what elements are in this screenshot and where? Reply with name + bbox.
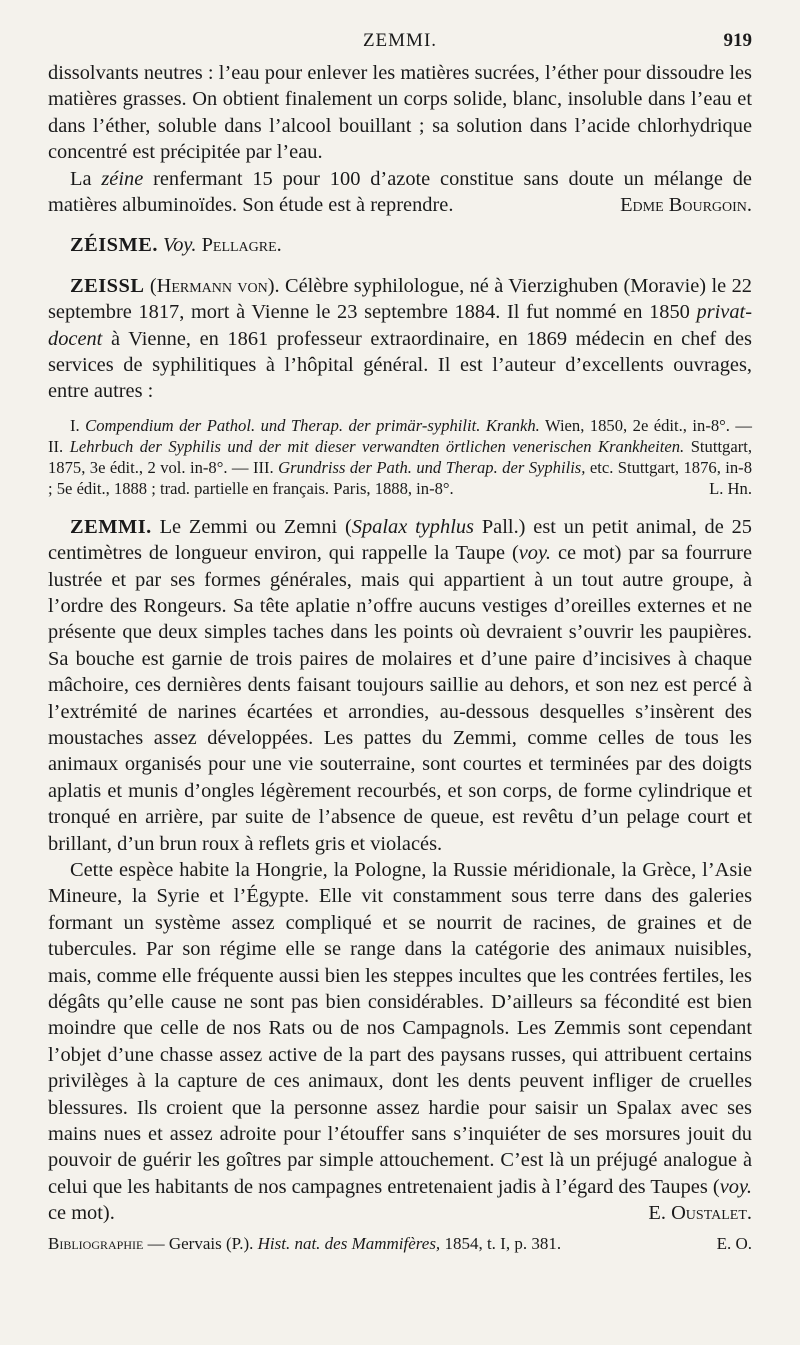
paragraph: Cette espèce habite la Hongrie, la Pologne, la Russie méridionale, la Grèce, l’Asie Mineure, la Syrie et l’Égypte. Elle vit constamment sous terre dans des galeries formant un système assez compliqué et se nourrit de racines, de graines et de tubercules. Par son régime elle se range dans la catégorie des animaux nuisibles, mais, comme elle fréquente aussi bien les steppes incultes que les contrées fertiles, les dégâts qu’elle cause ne sont pas bien considérables. D’ailleurs sa fécondité est bien moindre que celle de nos Rats ou de nos Campagnols. Les Zemmis sont cependant l’objet d’une chasse assez active de la part des paysans russes, qui attribuent certains privilèges à la capture de ces animaux, dont les dents peuvent infliger de cruelles blessures. Ils croient que la personne assez hardie pour saisir un Spalax avec ses mains nues et assez adroite pour l’étouffer sans s’inquiéter de ses morsures jouit du pouvoir de guérir les goîtres par simple attouchement. C’est là un préjugé analogue à celui que les habitants de nos campagnes entretenaient jadis à l’égard des Taupes (voy. ce mot). E. Oustalet. — [48, 857, 752, 1227]
author-signature: L. Hn. — [709, 479, 752, 499]
bibliography — [48, 415, 752, 500]
species-name: Spalax typhlus — [351, 515, 474, 538]
term: zéine — [101, 167, 144, 190]
headword: ZÉISME. — [70, 234, 158, 257]
bibliography — [48, 1233, 752, 1255]
entry-zeisme — [48, 232, 752, 258]
entry-zemmi — [48, 514, 752, 1255]
paragraph: ZEISSL (Hermann von). Célèbre syphilologue, né à Vierzighuben (Moravie) le 22 septembre 1817, mort à Vienne le 23 septembre 1884. Il fut nommé en 1850 privat-docent à Vienne, en 1861 professeur extraordinaire, en 1869 médecin en chef des services de syphilitiques à l’hôpital général. Il est l’auteur d’excellents ouvrages, entre autres : — [48, 274, 752, 403]
headword: ZEISSL — [70, 274, 145, 297]
paragraph: La zéine renfermant 15 pour 100 d’azote constitue sans doute un mélange de matières albuminoïdes. Son étude est à reprendre. Edme Bourgoin. — [48, 166, 752, 219]
author-initials: E. O. — [716, 1233, 752, 1253]
paragraph: ZEMMI. Le Zemmi ou Zemni (Spalax typhlus Pall.) est un petit animal, de 25 centimètres de longueur environ, qui rappelle la Taupe (voy. ce mot) par sa fourrure lustrée et par ses formes générales, mais qui appartient à un tout autre groupe, à l’ordre des Rongeurs. Sa tête aplatie n’offre aucuns vestiges d’oreilles externes et ne présente que deux simples taches dans les points où devraient s’ouvrir les paupières. Sa bouche est garnie de trois paires de molaires et d’une paire d’incisives à chaque mâchoire, ces dernières dents faisant toujours saillie au dehors, et son nez est percé à l’extrémité de narines écartées et arrondies, au-dessous desquelles s’insèrent des moustaches assez développées. Les pattes du Zemmi, comme celles de tous les animaux organisés pour une vie souterraine, sont courtes et terminées par des doigts aplatis et munis d’ongles légèrement recourbés, et son corps, de forme cylindrique et tronqué en arrière, par suite de l’absence de queue, est revêtu d’un pelage court et brillant, d’un brun roux à reflets gris et violacés. — [48, 515, 753, 855]
headword: ZEMMI. — [70, 515, 152, 538]
cross-reference: Pellagre. — [201, 234, 282, 257]
paragraph — [48, 232, 752, 258]
running-head-title: ZEMMI. — [362, 30, 438, 51]
bibliography-text: I. Compendium der Pathol. und Therap. der primär-syphilit. Krankh. Wien, 1850, 2e édit., in-8°. — II. Lehrbuch der Syphilis und der mit dieser verwandten örtlichen venerischen Krankheiten. Stuttgart, 1875, 3e édit., 2 vol. in-8°. — III. Grundriss der Path. und Therap. der Syphilis, etc. Stuttgart, 1876, in-8 ; 5e édit., 1888 ; trad. partielle en français. Paris, 1888, in-8°. L. Hn. — [48, 415, 753, 499]
page-number: 919 — [723, 30, 752, 51]
term: privat-docent — [48, 301, 752, 350]
running-head — [48, 30, 752, 60]
author-signature: E. Oustalet. — [648, 1202, 752, 1225]
person-name: (Hermann von). — [149, 274, 280, 297]
bibliography-text: Bibliographie — Gervais (P.). Hist. nat. des Mammifères, 1854, t. I, p. 381. E. O. — [48, 1233, 752, 1253]
paragraph: dissolvants neutres : l’eau pour enlever les matières sucrées, l’éther pour dissoudre les matières grasses. On obtient finalement un corps solide, blanc, insoluble dans l’eau et dans l’éther, soluble dans l’alcool bouillant ; sa solution dans l’acide chlorhydrique concentré est précipitée par l’eau. — [48, 62, 752, 164]
author-signature: Edme Bourgoin. — [620, 194, 752, 217]
entry-zein-continued — [48, 60, 752, 218]
see-also-label: Voy. — [163, 234, 197, 257]
entry-zeissl — [48, 273, 752, 500]
